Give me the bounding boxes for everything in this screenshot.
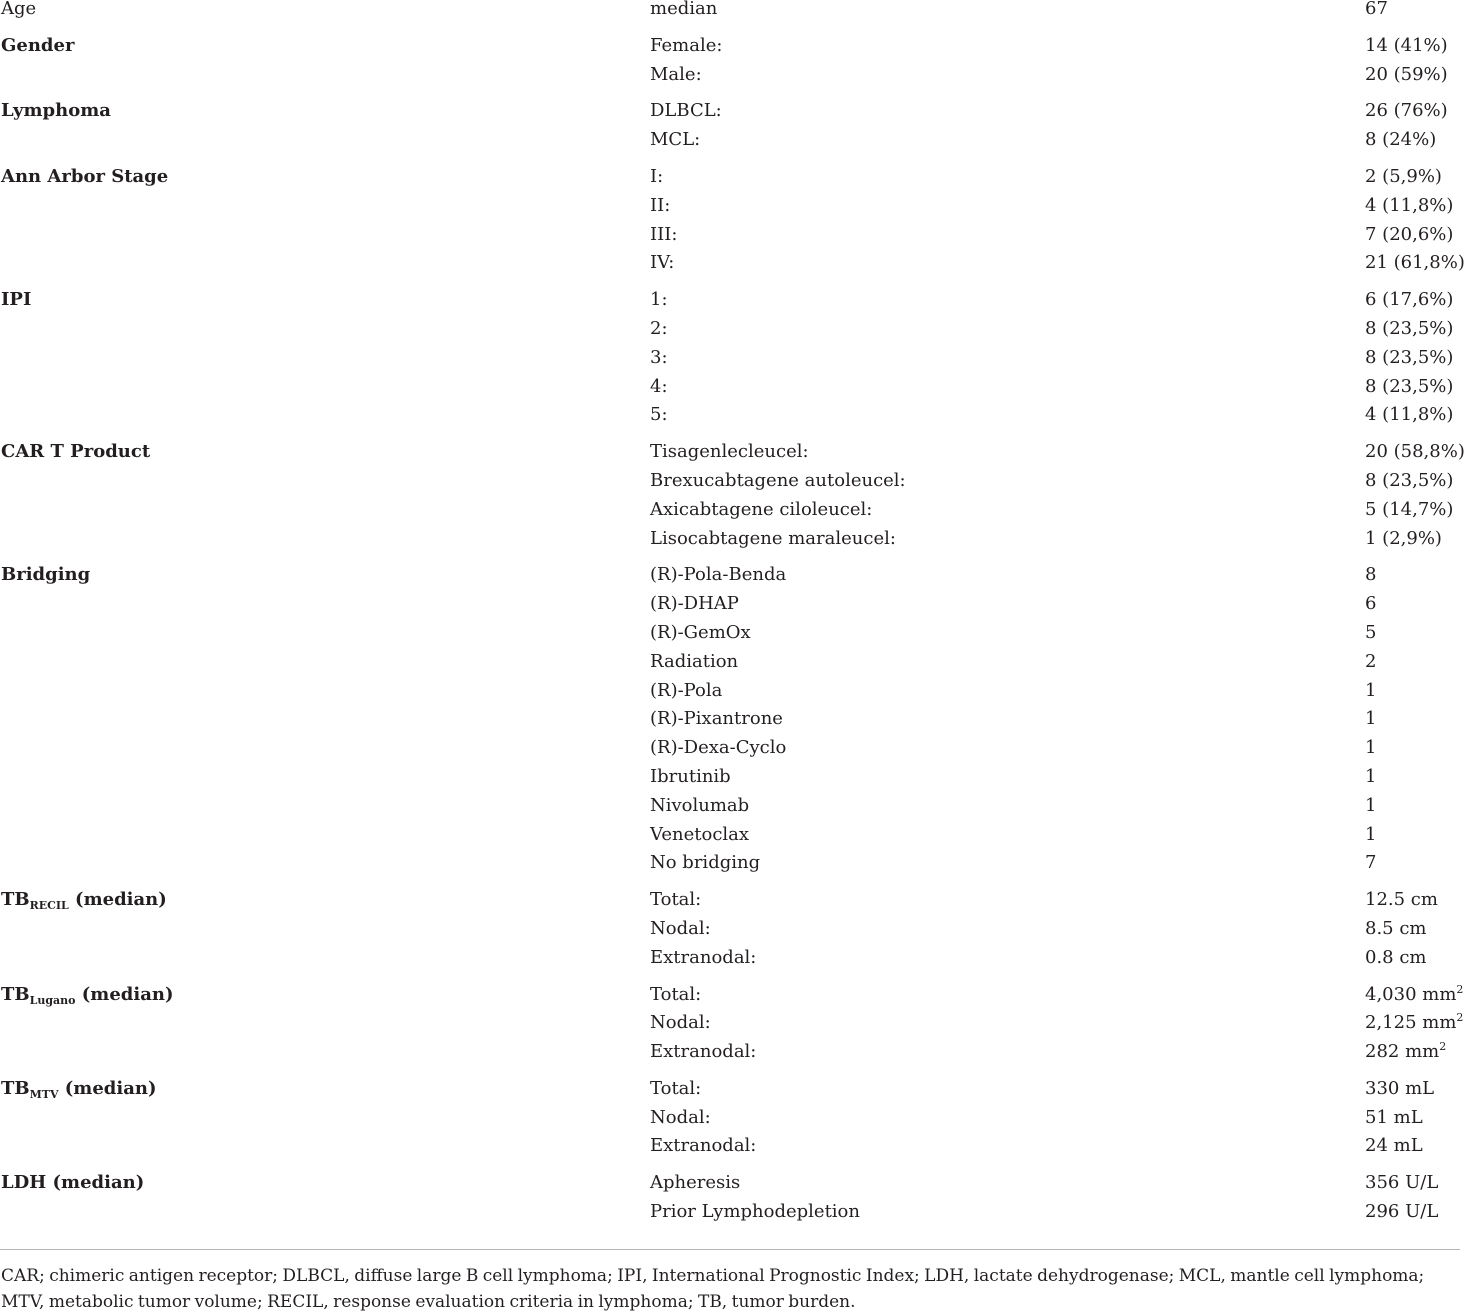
- row-value-text: 8 (23,5%): [1365, 469, 1454, 491]
- row-label-text: Bridging: [1, 564, 91, 586]
- table-row: [0, 1077, 1460, 1109]
- row-label-text: Ann Arbor Stage: [1, 165, 169, 187]
- row-category: Prior Lymphodepletion: [650, 1201, 860, 1223]
- row-category: Male:: [650, 63, 702, 85]
- row-category: I:: [650, 165, 664, 187]
- table-row: [0, 917, 1460, 949]
- row-category: (R)-Pola: [650, 679, 723, 701]
- row-value: [1365, 1106, 1423, 1128]
- table-group: [0, 165, 1465, 283]
- row-label-subscript: Lugano: [29, 993, 76, 1007]
- group-spacer: [0, 94, 1460, 102]
- row-category: Extranodal:: [650, 1041, 757, 1063]
- row-label-text: Lymphoma: [1, 100, 111, 122]
- row-category: Ibrutinib: [650, 765, 731, 787]
- table-group: [0, 34, 1460, 95]
- table-row: [0, 498, 1460, 530]
- row-value-text: 282 mm: [1365, 1041, 1440, 1063]
- row-value-text: 1: [1365, 679, 1377, 701]
- row-value-text: 5: [1365, 621, 1377, 643]
- row-category: 1:: [650, 289, 668, 311]
- table-row: [0, 0, 1460, 29]
- row-category: No bridging: [650, 852, 761, 874]
- table-row: [0, 317, 1460, 349]
- row-category: 3:: [650, 346, 668, 368]
- row-category: 4:: [650, 375, 668, 397]
- table-row: [0, 650, 1460, 682]
- row-category: Extranodal:: [650, 1135, 757, 1157]
- table-group: [0, 1077, 1460, 1166]
- row-value: [1365, 1077, 1435, 1099]
- table-group: [0, 291, 1460, 435]
- row-value: [1365, 1040, 1447, 1063]
- row-label-text: IPI: [1, 289, 32, 311]
- table-row: [0, 1106, 1460, 1138]
- row-value-text: 1: [1365, 737, 1377, 759]
- table-row: [0, 739, 1460, 768]
- table-row: [0, 566, 1460, 595]
- table-row: [0, 794, 1460, 826]
- row-value: [1365, 498, 1454, 520]
- row-category: (R)-Dexa-Cyclo: [650, 737, 787, 759]
- row-value-text: 7 (20,6%): [1365, 223, 1454, 245]
- row-value-text: 8.5 cm: [1365, 917, 1427, 939]
- row-label-text: LDH (median): [1, 1172, 145, 1194]
- table-group: [0, 102, 1460, 160]
- row-value-text: 0.8 cm: [1365, 946, 1427, 968]
- row-value-text: 356 U/L: [1365, 1172, 1439, 1194]
- row-category: Nodal:: [650, 1106, 711, 1128]
- table-row: [0, 34, 1460, 66]
- table-group: [0, 566, 1460, 883]
- row-value-text: 4 (11,8%): [1365, 194, 1454, 216]
- table-row: [0, 710, 1460, 739]
- row-value: [1365, 131, 1436, 149]
- row-value: [1365, 34, 1448, 56]
- table-group: [0, 982, 1464, 1072]
- row-label: [1, 34, 75, 56]
- row-category: (R)-Pola-Benda: [650, 564, 787, 586]
- table-row: [0, 223, 1460, 255]
- group-spacer: [0, 160, 1460, 168]
- table-row: [0, 441, 1465, 472]
- row-value-text: 1 (2,9%): [1365, 527, 1442, 549]
- row-value: [1365, 0, 1388, 18]
- table-row: [0, 891, 1460, 920]
- row-value: [1365, 982, 1464, 1006]
- row-value-superscript: 2: [1456, 982, 1464, 996]
- row-value-text: 21 (61,8%): [1365, 252, 1465, 274]
- row-value-text: 8 (23,5%): [1365, 375, 1454, 397]
- row-value-text: 51 mL: [1365, 1106, 1423, 1128]
- table-row: [0, 102, 1460, 131]
- row-value: [1365, 63, 1448, 85]
- group-spacer: [0, 283, 1460, 291]
- table-row: [0, 165, 1460, 197]
- row-category: IV:: [650, 252, 675, 274]
- row-value: [1365, 1137, 1423, 1155]
- row-category: (R)-GemOx: [650, 621, 751, 643]
- table-row: [0, 63, 1460, 95]
- row-value-text: 330 mL: [1365, 1077, 1435, 1099]
- table-footnote: CAR; chimeric antigen receptor; DLBCL, diffuse large B cell lymphoma; IPI, International Prognostic Index; LDH, lactate dehydrogenase; MCL, mantle cell lymphoma; MTV, metabolic tumor volume; RECIL, response evaluation criteria in lymphoma; TB, tumor burden.: [1, 1266, 1425, 1312]
- table-group: [0, 441, 1465, 558]
- row-category: 2:: [650, 317, 668, 339]
- group-spacer: [0, 29, 1460, 37]
- row-value: [1365, 406, 1453, 424]
- row-value-text: 6 (17,6%): [1365, 289, 1454, 311]
- row-label: [1, 0, 36, 18]
- row-category: Venetoclax: [650, 823, 750, 845]
- row-label: [1, 102, 111, 120]
- row-label: [1, 443, 150, 461]
- table-row: [0, 765, 1460, 797]
- row-category: Brexucabtagene autoleucel:: [650, 469, 906, 491]
- row-value: [1365, 739, 1376, 757]
- row-category: Extranodal:: [650, 946, 757, 968]
- row-label-text: Gender: [1, 34, 75, 56]
- row-value: [1365, 291, 1453, 309]
- row-value-text: 67: [1365, 0, 1388, 19]
- row-value: [1365, 595, 1376, 613]
- row-value: [1365, 710, 1376, 728]
- row-value: [1365, 650, 1377, 672]
- row-label-subscript: MTV: [29, 1087, 59, 1101]
- table-row: [0, 406, 1460, 435]
- row-category: III:: [650, 223, 678, 245]
- table-row: [0, 823, 1460, 855]
- row-value: [1365, 679, 1377, 701]
- row-value: [1365, 223, 1454, 245]
- row-label-text: CAR T Product: [1, 441, 151, 463]
- row-value-text: 296 U/L: [1365, 1201, 1439, 1223]
- row-value-text: 2: [1365, 650, 1377, 672]
- row-category: 5:: [650, 404, 668, 426]
- row-value-text: 8 (23,5%): [1365, 317, 1454, 339]
- row-value-text: 1: [1365, 708, 1377, 730]
- table-row: [0, 252, 1465, 283]
- row-value-text: 6: [1365, 593, 1377, 615]
- row-value: [1365, 102, 1448, 120]
- table-row: [0, 1040, 1460, 1072]
- table-row: [0, 1137, 1460, 1166]
- row-value: [1365, 946, 1427, 968]
- row-value: [1365, 254, 1465, 272]
- table-group: [0, 0, 1460, 29]
- row-value: [1365, 527, 1442, 549]
- row-value: [1365, 375, 1454, 397]
- table-row: [0, 291, 1460, 320]
- row-category: Radiation: [650, 650, 739, 672]
- row-value-text: 14 (41%): [1365, 34, 1448, 56]
- row-category: MCL:: [650, 129, 701, 151]
- row-category: median: [650, 0, 718, 19]
- row-category: Total:: [650, 1077, 702, 1099]
- row-label: [1, 165, 169, 187]
- row-category: Nodal:: [650, 1012, 711, 1034]
- row-value: [1365, 621, 1377, 643]
- row-category: Axicabtagene ciloleucel:: [650, 498, 873, 520]
- row-category: DLBCL:: [650, 100, 722, 122]
- row-category: Total:: [650, 889, 702, 911]
- row-value-text: 2,125 mm: [1365, 1012, 1457, 1034]
- row-value-superscript: 2: [1439, 1040, 1447, 1054]
- row-value: [1365, 194, 1454, 216]
- table-row: [0, 1011, 1464, 1043]
- row-category: Lisocabtagene maraleucel:: [650, 527, 896, 549]
- table-row: [0, 1174, 1460, 1203]
- row-category: (R)-DHAP: [650, 593, 739, 615]
- row-value-superscript: 2: [1456, 1011, 1464, 1025]
- row-value: [1365, 346, 1454, 368]
- row-category: Tisagenlecleucel:: [650, 441, 809, 463]
- row-label: [1, 1174, 144, 1192]
- row-value-text: 4,030 mm: [1365, 983, 1457, 1005]
- row-value-text: 1: [1365, 765, 1377, 787]
- row-label: [1, 983, 174, 1007]
- row-label: [1, 566, 90, 584]
- row-value: [1365, 917, 1427, 939]
- table-row: [0, 375, 1460, 407]
- table-row: [0, 854, 1460, 883]
- row-label-text: TB: [1, 1077, 30, 1099]
- row-category: Female:: [650, 34, 723, 56]
- row-category: Apheresis: [650, 1172, 741, 1194]
- group-spacer: [0, 883, 1460, 891]
- row-value: [1365, 1011, 1464, 1034]
- row-label: [1, 891, 167, 911]
- row-label-text: Age: [1, 0, 37, 19]
- table-row: [0, 469, 1460, 501]
- row-value-text: 24 mL: [1365, 1135, 1423, 1157]
- row-label-text: TB: [1, 889, 30, 911]
- row-value: [1365, 566, 1376, 584]
- row-value: [1365, 794, 1377, 816]
- table-row: [0, 621, 1460, 653]
- group-spacer: [0, 1072, 1460, 1080]
- row-label-suffix: (median): [75, 983, 174, 1005]
- row-value: [1365, 765, 1377, 787]
- row-value-text: 2 (5,9%): [1365, 165, 1442, 187]
- table-row: [0, 1203, 1460, 1232]
- group-spacer: [0, 978, 1460, 986]
- row-value-text: 4 (11,8%): [1365, 404, 1454, 426]
- row-value-text: 20 (58,8%): [1365, 441, 1465, 463]
- row-category: (R)-Pixantrone: [650, 708, 783, 730]
- table-row: [0, 595, 1460, 624]
- row-value-text: 5 (14,7%): [1365, 498, 1454, 520]
- row-value: [1365, 317, 1454, 339]
- table-row: [0, 946, 1460, 978]
- row-label: [1, 1077, 157, 1101]
- row-label-text: TB: [1, 983, 30, 1005]
- row-category: Total:: [650, 983, 702, 1005]
- row-value: [1365, 1174, 1438, 1192]
- row-value: [1365, 469, 1454, 491]
- table-row: [0, 527, 1460, 559]
- row-value-text: 7: [1365, 852, 1377, 874]
- table-group: [0, 1174, 1460, 1232]
- table-row: [0, 194, 1460, 226]
- row-label-subscript: RECIL: [29, 899, 69, 913]
- row-value-text: 20 (59%): [1365, 63, 1448, 85]
- row-category: Nodal:: [650, 917, 711, 939]
- row-value: [1365, 165, 1442, 187]
- row-value-text: 12.5 cm: [1365, 889, 1438, 911]
- row-value: [1365, 823, 1377, 845]
- table-row: [0, 131, 1460, 160]
- footer-divider: [0, 1249, 1460, 1250]
- row-value-text: 8: [1365, 564, 1377, 586]
- row-category: II:: [650, 194, 671, 216]
- table-group: [0, 891, 1460, 977]
- table-row: [0, 679, 1460, 711]
- row-label: [1, 291, 31, 309]
- table-row: [0, 346, 1460, 378]
- row-value-text: 8 (24%): [1365, 129, 1437, 151]
- row-value: [1365, 854, 1376, 872]
- row-value: [1365, 891, 1438, 909]
- row-category: Nivolumab: [650, 794, 750, 816]
- row-value-text: 1: [1365, 794, 1377, 816]
- row-value-text: 1: [1365, 823, 1377, 845]
- row-label-suffix: (median): [58, 1077, 157, 1099]
- row-value-text: 8 (23,5%): [1365, 346, 1454, 368]
- row-value: [1365, 443, 1465, 461]
- table-row: [0, 982, 1464, 1015]
- row-label-suffix: (median): [68, 889, 167, 911]
- row-value-text: 26 (76%): [1365, 100, 1448, 122]
- row-value: [1365, 1203, 1438, 1221]
